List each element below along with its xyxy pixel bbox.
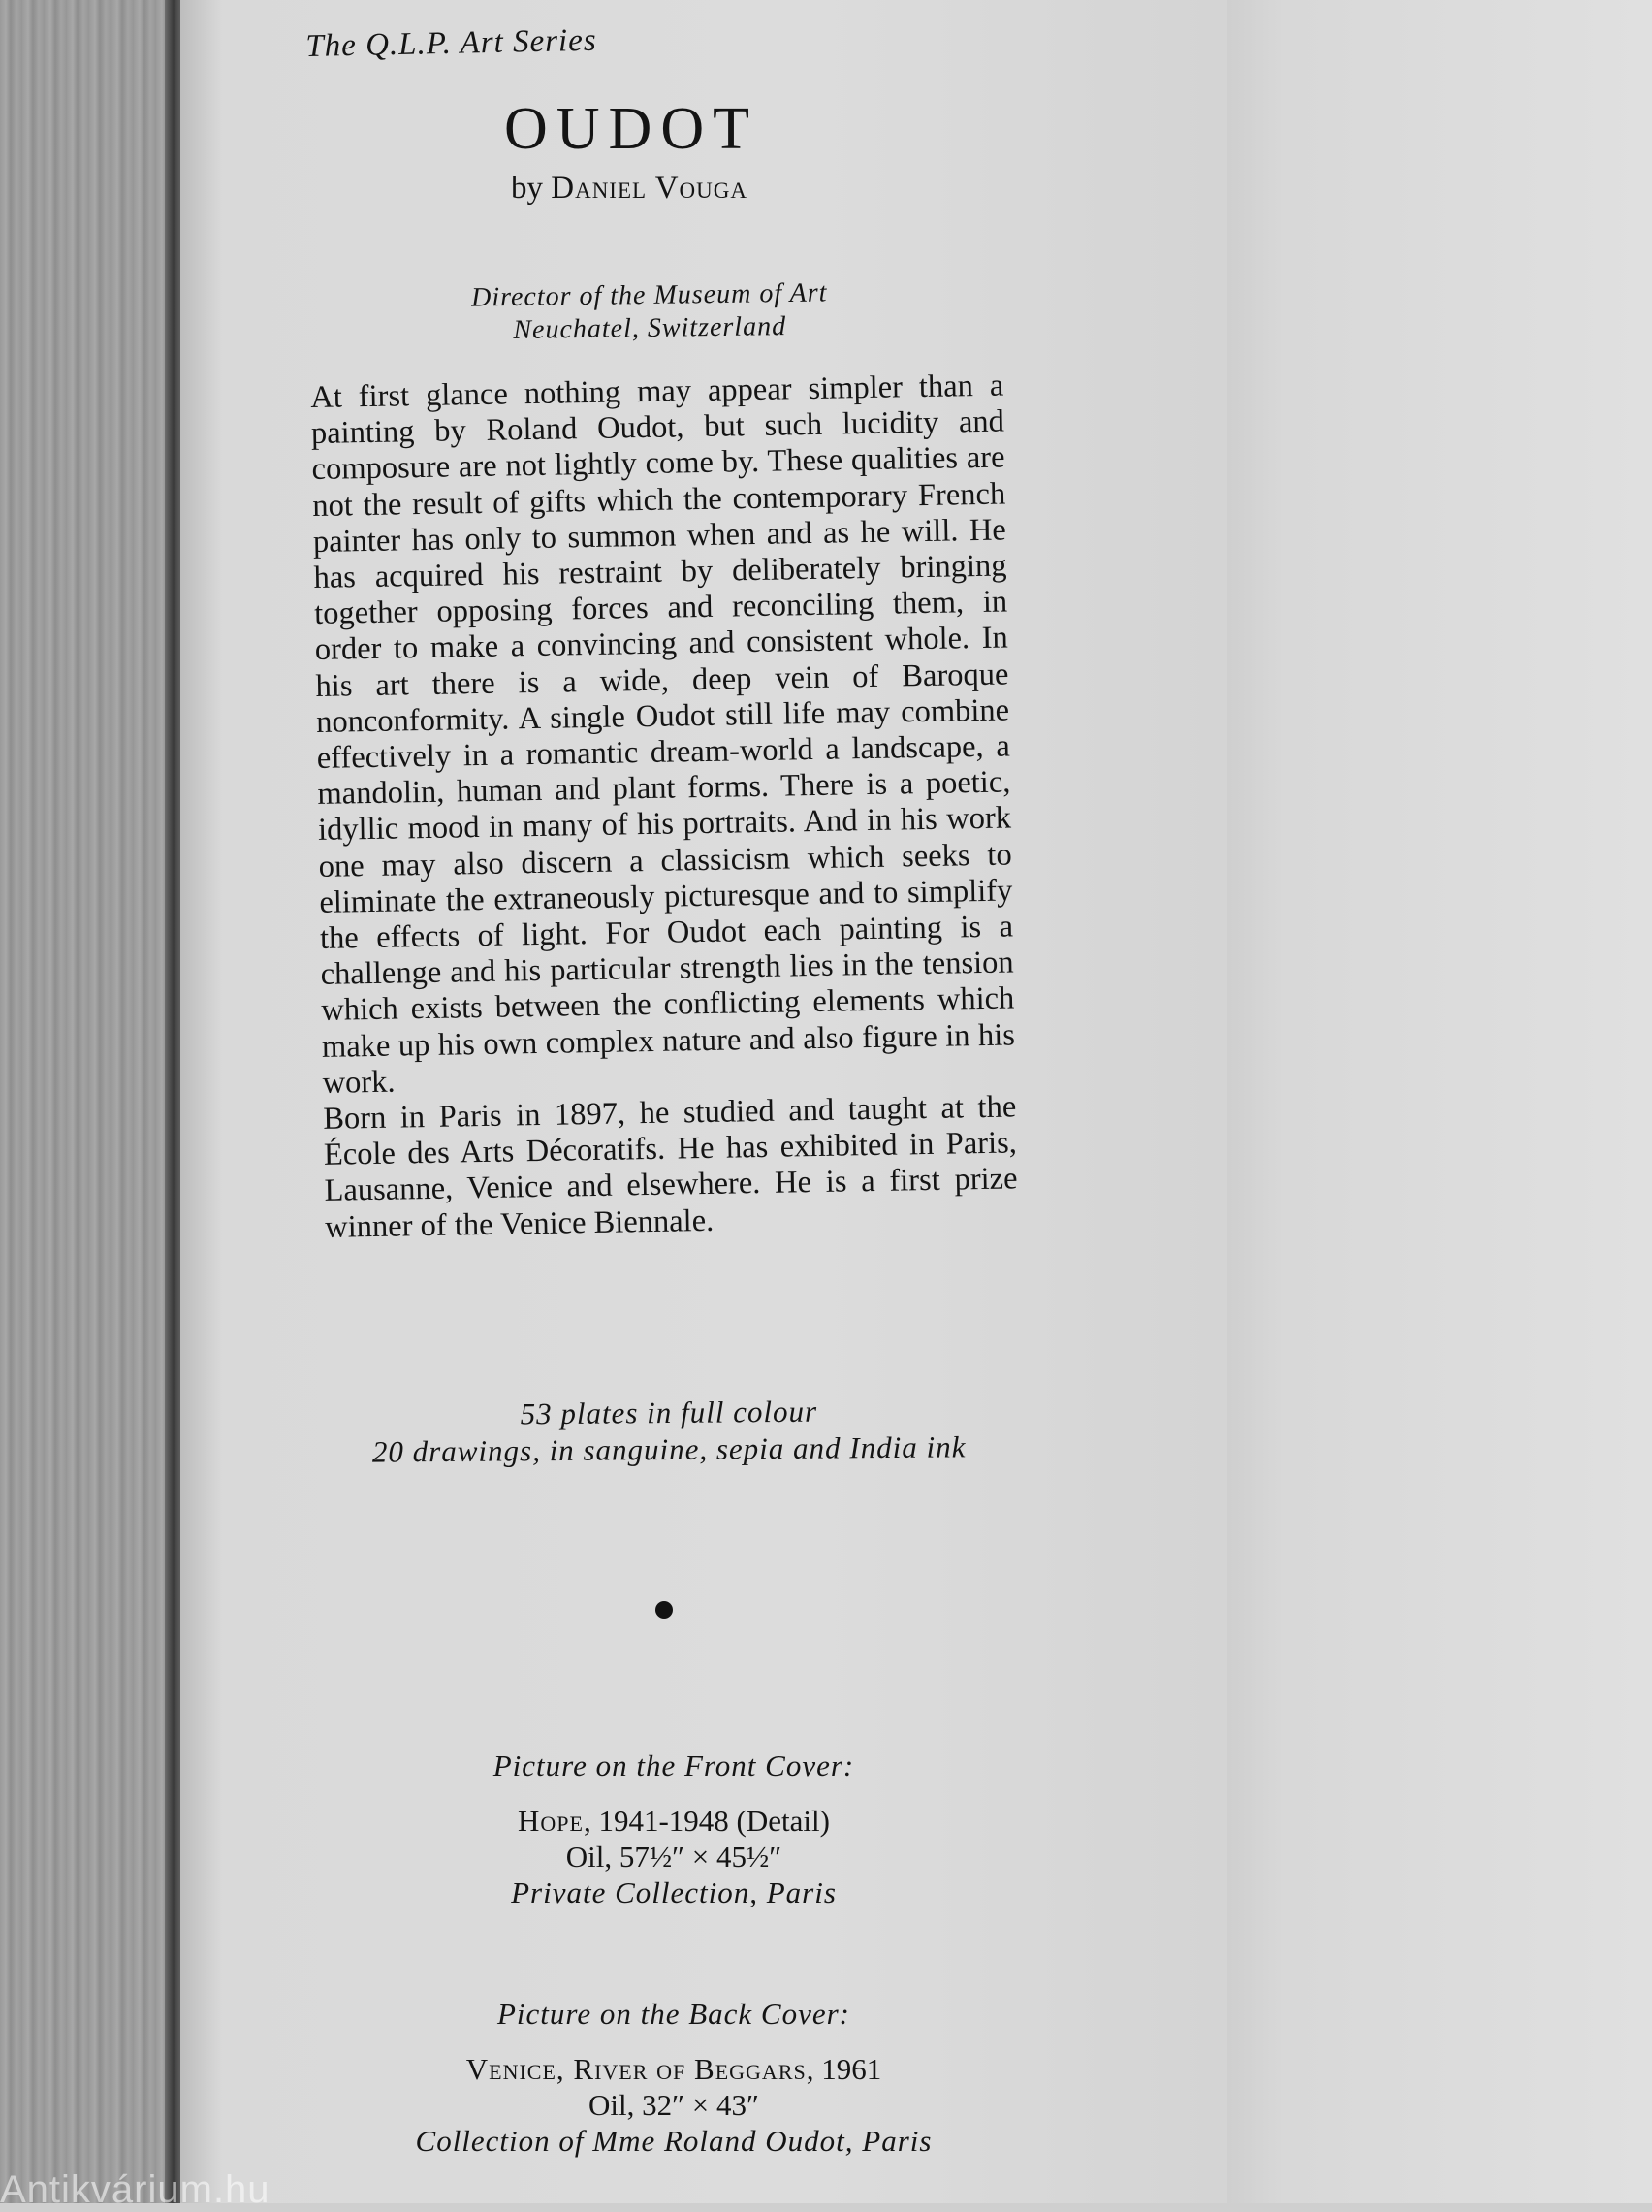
bullet-dot-icon	[655, 1601, 673, 1619]
back-cover-medium: Oil, 32″ × 43″	[588, 2088, 759, 2122]
description-text	[310, 369, 1018, 1246]
description-paragraph-2: Born in Paris in 1897, he studied and taught at the École des Arts Décoratifs. He has exhibited in Paris, Lausanne, Venice and elsewhere. He is a first prize winner of the Venice Biennale.	[322, 1089, 1018, 1245]
facing-page	[1192, 0, 1652, 2203]
author-name: Daniel Vouga	[551, 171, 747, 206]
front-cover-medium: Oil, 57½″ × 45½″	[565, 1840, 782, 1874]
front-cover-heading: Picture on the Front Cover:	[492, 1748, 855, 1782]
byline	[511, 171, 747, 207]
back-cover-caption	[320, 1997, 1028, 2159]
back-cover-work	[320, 2051, 1028, 2087]
front-cover-work-date: , 1941-1948 (Detail)	[583, 1804, 830, 1838]
front-cover-work-title: Hope	[518, 1804, 584, 1838]
front-cover-caption	[320, 1748, 1028, 1910]
description-paragraph-1: At first glance nothing may appear simpler than a painting by Roland Oudot, but such lucidity and composure are not lightly come by. These qualities are not the result of gifts which the contemporary French painter has only to summon when and as he will. He has acquired his restraint by deliberately bringing together opposing forces and reconciling them, in order to make a convincing and consistent whole. In his art there is a wide, deep vein of Baroque nonconformity. A single Oudot still life may combine effectively in a romantic dream-world a landscape, a mandolin, human and plant forms. There is a poetic, idyllic mood in many of his portraits. And in his work one may also discern a classicism which seeks to eliminate the extraneously picturesque and to simplify the effects of light. For Oudot each painting is a challenge and his particular strength lies in the tension which exists between the conflicting elements which make up his own complex nature and also figure in his work.	[310, 368, 1016, 1101]
back-cover-work-title: Venice, River of Beggars	[465, 2052, 807, 2086]
table-surface	[0, 0, 175, 2203]
author-role-line-2: Neuchatel, Switzerland	[513, 311, 787, 345]
site-watermark: Antikvárium.hu	[0, 2168, 270, 2211]
front-cover-work	[320, 1803, 1028, 1839]
byline-prefix: by	[511, 171, 543, 206]
author-role	[388, 275, 912, 349]
back-cover-work-date: , 1961	[806, 2052, 882, 2086]
plates-colour: 53 plates in full colour	[520, 1394, 818, 1431]
back-cover-heading: Picture on the Back Cover:	[496, 1997, 850, 2031]
back-cover-collection: Collection of Mme Roland Oudot, Paris	[415, 2124, 933, 2158]
author-role-line-1: Director of the Museum of Art	[470, 277, 828, 313]
book-title: OUDOT	[504, 96, 758, 162]
plates-drawings: 20 drawings, in sanguine, sepia and India ink	[371, 1429, 967, 1469]
series-name: The Q.L.P. Art Series	[305, 22, 598, 64]
plates-info	[291, 1392, 1048, 1472]
front-cover-collection: Private Collection, Paris	[511, 1875, 837, 1909]
